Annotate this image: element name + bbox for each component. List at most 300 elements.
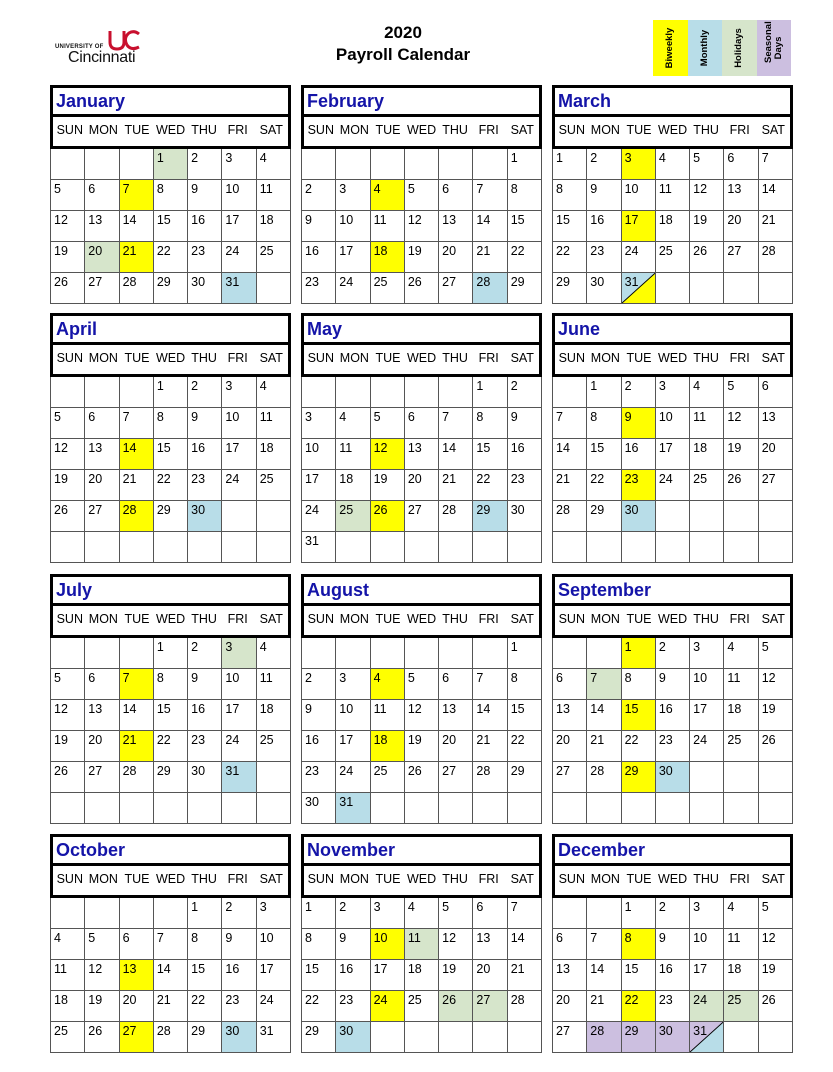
day-number: 28 [156, 1024, 171, 1038]
day-cell [336, 408, 370, 439]
day-number: 1 [510, 151, 518, 165]
day-cell [759, 638, 793, 669]
empty-cell [587, 793, 621, 824]
weekday-label: SUN [558, 351, 585, 365]
day-cell [473, 762, 507, 793]
empty-cell [508, 793, 542, 824]
day-number: 3 [259, 900, 267, 914]
day-number: 28 [476, 275, 491, 289]
day-cell [724, 638, 758, 669]
day-number: 11 [373, 213, 387, 227]
day-number: 9 [305, 213, 312, 227]
empty-cell [85, 377, 119, 408]
day-number: 20 [88, 733, 103, 747]
day-number: 3 [373, 900, 381, 914]
day-cell [222, 1022, 256, 1053]
month-june [552, 313, 793, 563]
day-cell [405, 408, 439, 439]
day-cell [302, 532, 336, 563]
day-number: 4 [259, 640, 267, 654]
day-cell [587, 929, 621, 960]
weekday-label: SUN [307, 612, 334, 626]
day-number: 16 [191, 702, 206, 716]
day-cell [508, 439, 542, 470]
weekday-label: FRI [729, 123, 750, 137]
day-cell [553, 242, 587, 273]
weekday-label: SUN [307, 123, 334, 137]
month-name: December [552, 834, 793, 866]
day-number: 30 [658, 764, 673, 778]
empty-cell [222, 532, 256, 563]
day-number: 29 [156, 275, 171, 289]
month-january [50, 85, 291, 304]
day-cell [553, 669, 587, 700]
day-cell [724, 439, 758, 470]
day-cell [587, 211, 621, 242]
day-number: 15 [156, 702, 171, 716]
day-number: 8 [305, 931, 312, 945]
day-number: 21 [510, 962, 525, 976]
day-number: 15 [510, 702, 525, 716]
day-cell [553, 273, 587, 304]
day-cell [257, 638, 291, 669]
day-cell [656, 700, 690, 731]
day-grid [301, 149, 542, 304]
day-cell [587, 762, 621, 793]
day-number: 4 [54, 931, 61, 945]
day-cell [553, 408, 587, 439]
day-cell [405, 898, 439, 929]
empty-cell [257, 762, 291, 793]
day-number: 6 [122, 931, 130, 945]
day-number: 22 [191, 993, 206, 1007]
day-number: 31 [693, 1024, 708, 1038]
day-number: 19 [761, 702, 776, 716]
day-cell [120, 762, 154, 793]
day-cell [371, 211, 405, 242]
weekday-label: THU [693, 351, 719, 365]
day-number: 18 [259, 702, 274, 716]
day-number: 3 [225, 151, 233, 165]
weekday-label: MON [590, 872, 620, 886]
day-number: 22 [156, 733, 171, 747]
weekday-label: MON [590, 123, 620, 137]
weekday-label: WED [155, 123, 186, 137]
day-cell [51, 700, 85, 731]
weekday-label: TUE [626, 351, 652, 365]
day-grid [50, 638, 291, 824]
day-number: 26 [54, 503, 68, 517]
weekday-label: SUN [56, 351, 83, 365]
empty-cell [473, 1022, 507, 1053]
weekday-label: SAT [510, 351, 534, 365]
day-cell [371, 960, 405, 991]
empty-cell [508, 532, 542, 563]
day-number: 5 [373, 410, 381, 424]
day-number: 2 [191, 640, 199, 654]
day-cell [622, 960, 656, 991]
empty-cell [405, 149, 439, 180]
day-number: 11 [373, 702, 387, 716]
day-number: 9 [658, 931, 666, 945]
day-cell [222, 991, 256, 1022]
day-cell [188, 991, 222, 1022]
day-number: 27 [727, 244, 742, 258]
day-cell [724, 470, 758, 501]
day-number: 6 [442, 182, 450, 196]
day-cell [222, 669, 256, 700]
empty-cell [724, 501, 758, 532]
day-grid [301, 898, 542, 1053]
day-number: 19 [727, 441, 742, 455]
day-number: 9 [624, 410, 632, 424]
day-number: 25 [259, 472, 274, 486]
day-number: 10 [339, 702, 354, 716]
day-cell [690, 439, 724, 470]
day-cell [622, 762, 656, 793]
day-cell [553, 929, 587, 960]
day-number: 3 [339, 671, 347, 685]
day-cell [622, 273, 656, 304]
day-cell [473, 408, 507, 439]
day-cell [690, 470, 724, 501]
day-cell [473, 273, 507, 304]
empty-cell [257, 273, 291, 304]
day-cell [336, 700, 370, 731]
day-cell [257, 991, 291, 1022]
day-cell [690, 242, 724, 273]
day-number: 5 [442, 900, 450, 914]
empty-cell [257, 532, 291, 563]
day-cell [302, 700, 336, 731]
weekday-label: THU [442, 872, 468, 886]
day-cell [622, 731, 656, 762]
weekday-label: WED [406, 123, 437, 137]
day-number: 29 [510, 764, 525, 778]
day-number: 8 [156, 182, 164, 196]
day-cell [622, 898, 656, 929]
day-cell [222, 408, 256, 439]
day-cell [188, 700, 222, 731]
day-number: 13 [122, 962, 137, 976]
day-cell [120, 273, 154, 304]
day-cell [85, 242, 119, 273]
day-number: 27 [88, 275, 103, 289]
day-number: 29 [624, 1024, 639, 1038]
day-number: 12 [373, 441, 388, 455]
day-number: 11 [259, 182, 273, 196]
day-number: 1 [556, 151, 563, 165]
day-cell [222, 470, 256, 501]
day-number: 25 [373, 275, 388, 289]
day-number: 12 [442, 931, 457, 945]
day-cell [439, 960, 473, 991]
day-cell [508, 211, 542, 242]
day-number: 17 [225, 441, 240, 455]
day-number: 14 [442, 441, 457, 455]
day-cell [587, 960, 621, 991]
day-cell [154, 408, 188, 439]
day-cell [656, 377, 690, 408]
empty-cell [473, 149, 507, 180]
weekday-label: SAT [510, 872, 534, 886]
month-name: February [301, 85, 542, 117]
day-cell [473, 501, 507, 532]
day-cell [154, 700, 188, 731]
weekday-label: SUN [558, 612, 585, 626]
month-february [301, 85, 542, 304]
weekday-header [50, 866, 291, 898]
day-cell [222, 700, 256, 731]
day-cell [257, 211, 291, 242]
weekday-label: WED [406, 612, 437, 626]
empty-cell [371, 1022, 405, 1053]
day-cell [405, 273, 439, 304]
day-number: 4 [727, 640, 735, 654]
day-number: 12 [407, 702, 422, 716]
day-cell [188, 439, 222, 470]
day-cell [508, 700, 542, 731]
day-number: 11 [658, 182, 672, 196]
day-cell [51, 211, 85, 242]
day-number: 7 [510, 900, 518, 914]
day-grid [552, 377, 793, 563]
day-cell [336, 731, 370, 762]
weekday-header [552, 606, 793, 638]
weekday-label: SAT [259, 612, 283, 626]
day-cell [188, 149, 222, 180]
day-number: 17 [658, 441, 673, 455]
day-cell [257, 731, 291, 762]
day-number: 6 [727, 151, 735, 165]
day-number: 19 [407, 244, 422, 258]
weekday-label: MON [88, 872, 118, 886]
day-cell [690, 638, 724, 669]
day-number: 10 [693, 671, 708, 685]
empty-cell [656, 793, 690, 824]
day-cell [188, 470, 222, 501]
weekday-label: THU [693, 612, 719, 626]
day-cell [257, 439, 291, 470]
empty-cell [405, 793, 439, 824]
title-year: 2020 [384, 23, 422, 42]
empty-cell [439, 532, 473, 563]
day-number: 13 [88, 213, 103, 227]
day-number: 7 [122, 410, 130, 424]
day-number: 20 [761, 441, 776, 455]
day-cell [85, 700, 119, 731]
day-cell [656, 929, 690, 960]
day-cell [759, 929, 793, 960]
weekday-label: THU [191, 351, 217, 365]
day-number: 19 [442, 962, 457, 976]
weekday-label: SAT [510, 612, 534, 626]
day-number: 16 [305, 244, 319, 258]
day-cell [154, 731, 188, 762]
day-cell [120, 700, 154, 731]
weekday-label: TUE [626, 123, 652, 137]
day-cell [439, 408, 473, 439]
empty-cell [759, 793, 793, 824]
day-number: 12 [54, 441, 68, 455]
day-cell [587, 501, 621, 532]
day-number: 18 [658, 213, 673, 227]
day-grid [552, 149, 793, 304]
day-number: 10 [305, 441, 319, 455]
day-number: 30 [191, 275, 206, 289]
day-number: 20 [727, 213, 742, 227]
day-number: 14 [476, 702, 491, 716]
day-number: 2 [305, 671, 312, 685]
empty-cell [154, 898, 188, 929]
weekday-label: SAT [761, 123, 785, 137]
empty-cell [222, 501, 256, 532]
weekday-label: SUN [307, 351, 334, 365]
day-number: 17 [373, 962, 388, 976]
day-cell [257, 408, 291, 439]
day-cell [302, 762, 336, 793]
day-cell [154, 762, 188, 793]
day-cell [188, 960, 222, 991]
day-cell [336, 669, 370, 700]
day-number: 21 [590, 733, 605, 747]
day-cell [85, 960, 119, 991]
weekday-label: TUE [375, 123, 401, 137]
day-cell [302, 991, 336, 1022]
day-number: 14 [590, 702, 605, 716]
day-number: 4 [693, 379, 701, 393]
weekday-label: MON [590, 351, 620, 365]
day-cell [371, 180, 405, 211]
day-cell [587, 273, 621, 304]
day-cell [51, 960, 85, 991]
day-cell [473, 242, 507, 273]
day-cell [85, 669, 119, 700]
day-cell [656, 180, 690, 211]
day-number: 1 [305, 900, 312, 914]
empty-cell [508, 1022, 542, 1053]
weekday-label: SUN [307, 872, 334, 886]
weekday-label: FRI [729, 612, 750, 626]
day-cell [222, 149, 256, 180]
day-number: 4 [339, 410, 347, 424]
empty-cell [405, 638, 439, 669]
empty-cell [724, 532, 758, 563]
day-number: 11 [259, 410, 273, 424]
day-cell [222, 638, 256, 669]
day-number: 30 [191, 764, 206, 778]
day-number: 24 [225, 472, 240, 486]
weekday-label: THU [191, 872, 217, 886]
empty-cell [51, 898, 85, 929]
day-number: 25 [339, 503, 354, 517]
day-cell [690, 991, 724, 1022]
day-number: 17 [305, 472, 319, 486]
day-number: 20 [442, 244, 457, 258]
day-cell [120, 180, 154, 211]
day-number: 25 [727, 733, 742, 747]
day-number: 31 [225, 764, 240, 778]
day-cell [508, 638, 542, 669]
day-number: 29 [476, 503, 491, 517]
day-cell [508, 501, 542, 532]
day-cell [154, 211, 188, 242]
day-number: 11 [693, 410, 707, 424]
day-cell [587, 731, 621, 762]
day-cell [154, 669, 188, 700]
day-number: 17 [339, 733, 354, 747]
day-cell [302, 408, 336, 439]
day-cell [257, 898, 291, 929]
empty-cell [473, 532, 507, 563]
weekday-label: FRI [729, 872, 750, 886]
day-number: 22 [510, 733, 525, 747]
day-number: 11 [727, 931, 741, 945]
day-cell [656, 242, 690, 273]
day-number: 3 [339, 182, 347, 196]
day-cell [302, 439, 336, 470]
day-cell [473, 470, 507, 501]
day-cell [154, 439, 188, 470]
day-number: 24 [259, 993, 274, 1007]
day-number: 8 [476, 410, 484, 424]
month-name: January [50, 85, 291, 117]
month-name: October [50, 834, 291, 866]
day-cell [553, 700, 587, 731]
day-number: 18 [727, 702, 742, 716]
day-number: 15 [624, 702, 639, 716]
day-grid [50, 149, 291, 304]
day-number: 5 [54, 671, 61, 685]
day-cell [439, 991, 473, 1022]
weekday-label: SUN [56, 872, 83, 886]
day-number: 22 [624, 993, 639, 1007]
day-number: 29 [305, 1024, 319, 1038]
day-cell [120, 1022, 154, 1053]
day-cell [759, 731, 793, 762]
weekday-label: SAT [761, 872, 785, 886]
day-cell [154, 377, 188, 408]
day-number: 17 [693, 962, 708, 976]
weekday-label: FRI [478, 351, 499, 365]
day-number: 18 [693, 441, 708, 455]
day-number: 16 [339, 962, 354, 976]
weekday-header [50, 345, 291, 377]
day-cell [154, 149, 188, 180]
day-number: 23 [590, 244, 605, 258]
day-number: 14 [510, 931, 525, 945]
empty-cell [439, 793, 473, 824]
day-number: 3 [624, 151, 632, 165]
day-number: 16 [658, 702, 673, 716]
day-cell [439, 898, 473, 929]
day-number: 24 [693, 993, 708, 1007]
legend [653, 20, 791, 76]
day-number: 1 [156, 151, 164, 165]
empty-cell [188, 793, 222, 824]
month-september [552, 574, 793, 824]
day-number: 25 [259, 733, 274, 747]
day-cell [690, 1022, 724, 1053]
day-number: 6 [88, 671, 96, 685]
day-number: 5 [407, 182, 415, 196]
day-number: 15 [510, 213, 525, 227]
day-grid [50, 377, 291, 563]
day-cell [439, 929, 473, 960]
day-cell [724, 700, 758, 731]
day-cell [154, 929, 188, 960]
day-cell [759, 960, 793, 991]
